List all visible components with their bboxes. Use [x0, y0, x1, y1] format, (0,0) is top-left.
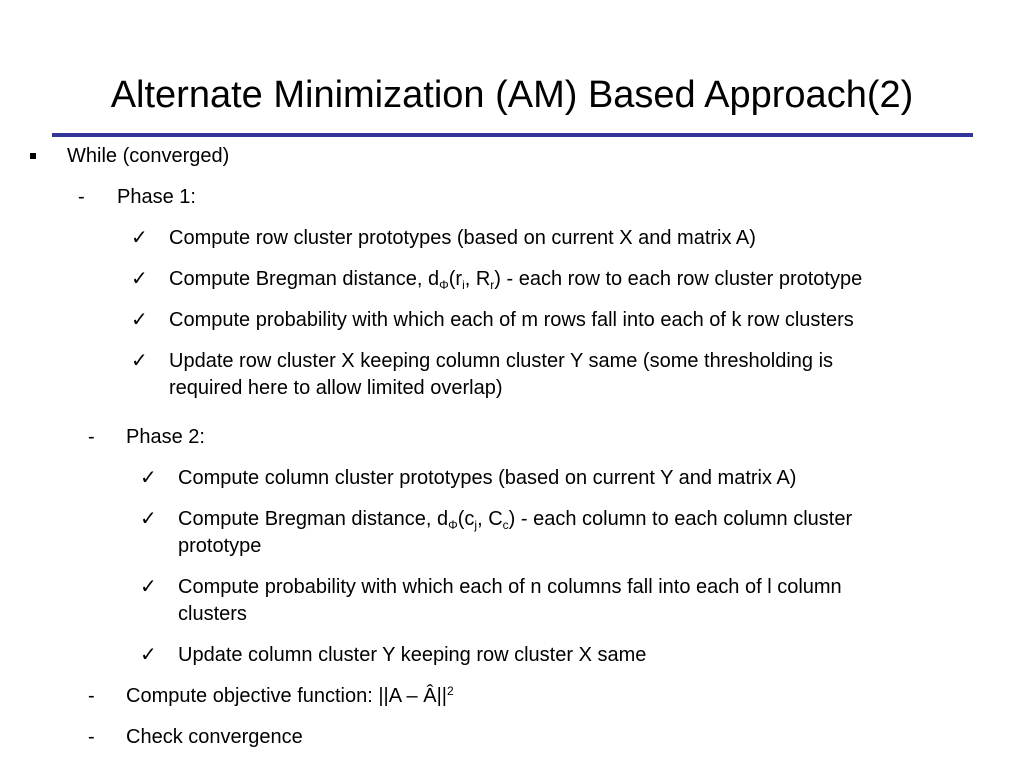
text-segment: (r — [448, 268, 463, 290]
checkmark-icon: ✓ — [140, 467, 157, 489]
square-bullet-icon — [30, 153, 36, 159]
phase1-item-bregman-distance — [169, 266, 862, 293]
subscript-j: j — [474, 518, 478, 532]
checkmark-icon: ✓ — [140, 508, 157, 530]
phase2-label: Phase 2: — [126, 426, 205, 448]
checkmark-icon: ✓ — [140, 644, 157, 666]
checkmark-icon: ✓ — [140, 576, 157, 598]
checkmark-icon: ✓ — [131, 227, 148, 249]
checkmark-icon: ✓ — [131, 309, 148, 331]
while-loop-label: While (converged) — [67, 145, 230, 167]
phase2-item-bregman-distance — [178, 506, 852, 533]
text-segment: , R — [464, 268, 491, 290]
slide-title: Alternate Minimization (AM) Based Approach(2) — [110, 74, 914, 116]
checkmark-icon: ✓ — [131, 268, 148, 290]
checkmark-icon: ✓ — [131, 350, 148, 372]
subscript-i: i — [462, 278, 465, 292]
subscript-c: c — [502, 518, 509, 532]
phase2-item-bregman-line2: prototype — [178, 535, 262, 557]
text-segment: (c — [457, 508, 475, 530]
phase2-item-update: Update column cluster Y keeping row cluster X same — [178, 644, 647, 666]
subscript-phi: Φ — [439, 278, 449, 292]
text-segment: Compute Bregman distance, d — [169, 268, 440, 290]
objective-function — [126, 683, 454, 710]
phase1-item-probability: Compute probability with which each of m rows fall into each of k row clusters — [169, 309, 854, 331]
text-segment: Compute objective function: ||A – Â|| — [126, 685, 447, 707]
dash-bullet: - — [88, 685, 95, 707]
phase2-item-probability-line2: clusters — [178, 603, 247, 625]
check-convergence: Check convergence — [126, 726, 303, 748]
phase2-item-probability-line1: Compute probability with which each of n columns fall into each of l column — [178, 576, 842, 598]
phase1-item-row-prototypes: Compute row cluster prototypes (based on current X and matrix A) — [169, 227, 756, 249]
text-segment: ) - each column to each column cluster — [508, 508, 853, 530]
superscript-2: 2 — [446, 684, 454, 698]
phase1-item-update-line2: required here to allow limited overlap) — [169, 377, 503, 399]
phase1-label: Phase 1: — [117, 186, 196, 208]
title-divider — [52, 133, 973, 137]
text-segment: Compute Bregman distance, d — [178, 508, 449, 530]
dash-bullet: - — [88, 726, 95, 748]
dash-bullet: - — [88, 426, 95, 448]
phase2-item-column-prototypes: Compute column cluster prototypes (based on current Y and matrix A) — [178, 467, 797, 489]
dash-bullet: - — [78, 186, 85, 208]
text-segment: ) - each row to each row cluster prototype — [494, 268, 863, 290]
subscript-r: r — [490, 278, 495, 292]
text-segment: , C — [477, 508, 503, 530]
subscript-phi: Φ — [448, 518, 458, 532]
phase1-item-update-line1: Update row cluster X keeping column cluster Y same (some thresholding is — [169, 350, 834, 372]
